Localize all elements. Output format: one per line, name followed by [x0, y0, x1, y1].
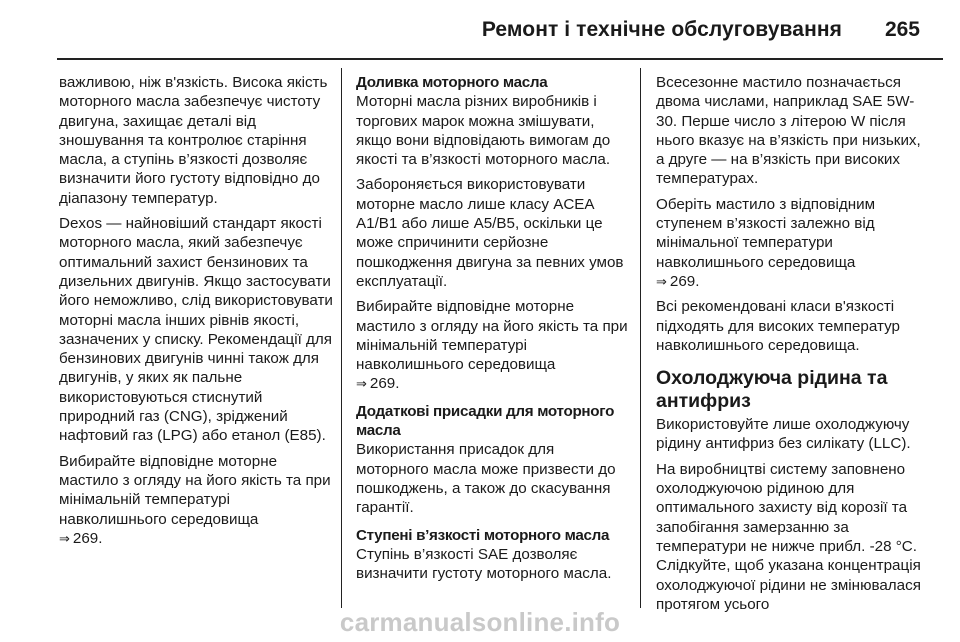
page-reference-link[interactable]: 269. — [72, 529, 103, 547]
heading-topping-up-oil: Доливка моторного масла — [356, 74, 548, 91]
paragraph-select-oil — [59, 452, 334, 548]
page-header — [0, 0, 960, 62]
column-divider-2 — [640, 68, 641, 608]
paragraph-select-oil-2-text: Вибирайте відповідне моторне мастило з огляду на його якість та при мінімальній температурі навколишнього середовища — [356, 298, 628, 374]
heading-oil-additives: Додаткові присадки для моторного масла — [356, 402, 615, 440]
column-divider-1 — [341, 68, 342, 608]
arrow-reference-icon: ⇒ — [656, 273, 667, 289]
paragraph-select-oil-2 — [356, 297, 631, 393]
paragraph-choose-viscosity — [656, 195, 931, 291]
paragraph-acea-warning: Забороняється використовувати моторне масло лише класу ACEA A1/B1 або лише A5/B5, оскільки це може спричинити серйозне пошкодження двигуна за певних умов експлуатації. — [356, 176, 624, 290]
page-reference-link[interactable]: 269. — [669, 272, 700, 290]
paragraph-mixing-oils: Моторні масла різних виробників і торгових марок можна змішувати, якщо вони відповідають вимогам до якості та в’язкості моторного масла. — [356, 93, 611, 169]
page-reference-link[interactable]: 269. — [369, 375, 400, 393]
paragraph-coolant-factory: На виробництві систему заповнено охолоджуючою рідиною для оптимального захисту від корозії та запобігання замерзанню за температури не нижче прибл. -28 °C. Слідкуйте, щоб указана концентрація охолоджуючої рідини не змінювалася протягом усього — [656, 460, 921, 613]
paragraph-sae-viscosity: Ступінь в’язкості SAE дозволяє визначити густоту моторного масла. — [356, 545, 612, 583]
section-title-coolant: Охолоджуюча рідина та антифриз — [656, 367, 888, 413]
paragraph-oil-quality: важливою, ніж в'язкість. Висока якість моторного масла забезпечує чистоту двигуна, захищає деталі від зношування та контролює старіння масла, а ступінь в’язкості дозволяє визначити його густоту відповідно до діапазону температур. — [59, 74, 328, 207]
column-2 — [356, 73, 631, 589]
column-1 — [59, 73, 334, 548]
paragraph-select-oil-text: Вибирайте відповідне моторне мастило з огляду на його якість та при мінімальній температурі навколишнього середовища — [59, 452, 331, 528]
arrow-reference-icon: ⇒ — [356, 376, 367, 392]
paragraph-additives: Використання присадок для моторного масла може призвести до пошкоджень, а також до скасування гарантії. — [356, 441, 616, 517]
watermark-text: carmanualsonline.info — [339, 607, 621, 637]
page-title: Ремонт і технічне обслуговування — [481, 18, 842, 41]
arrow-reference-icon: ⇒ — [59, 530, 70, 546]
paragraph-dexos: Dexos — найновіший стандарт якості моторного масла, який забезпечує оптимальний захист бензинових та дизельних двигунів. Якщо застосувати його неможливо, слід використовувати моторні масла інших рівнів якості, зазначених у списку. Рекомендації для бензинових двигунів чинні також для двигунів, у яких як пальне використовуються стиснутий природний газ (CNG), зріджений нафтовий газ (LPG) або етанол (E85). — [59, 215, 333, 445]
heading-viscosity-grades: Ступені в’язкості моторного масла — [356, 526, 610, 544]
paragraph-high-temp: Всі рекомендовані класи в'язкості підходять для високих температур навколишнього середовища. — [656, 298, 900, 354]
paragraph-choose-viscosity-text: Оберіть мастило з відповідним ступенем в’язкості залежно від мінімальної температури навколишнього середовища — [656, 195, 876, 271]
paragraph-multigrade: Всесезонне мастило позначається двома числами, наприклад SAE 5W-30. Перше число з літерою W після нього вказує на в’язкість при низьких, а друге — на в’язкість при високих температурах. — [656, 74, 921, 188]
header-rule — [57, 58, 943, 60]
paragraph-coolant-llc: Використовуйте лише охолоджуючу рідину антифриз без силікату (LLC). — [656, 416, 911, 453]
page-number: 265 — [884, 18, 920, 41]
column-3 — [656, 73, 931, 620]
